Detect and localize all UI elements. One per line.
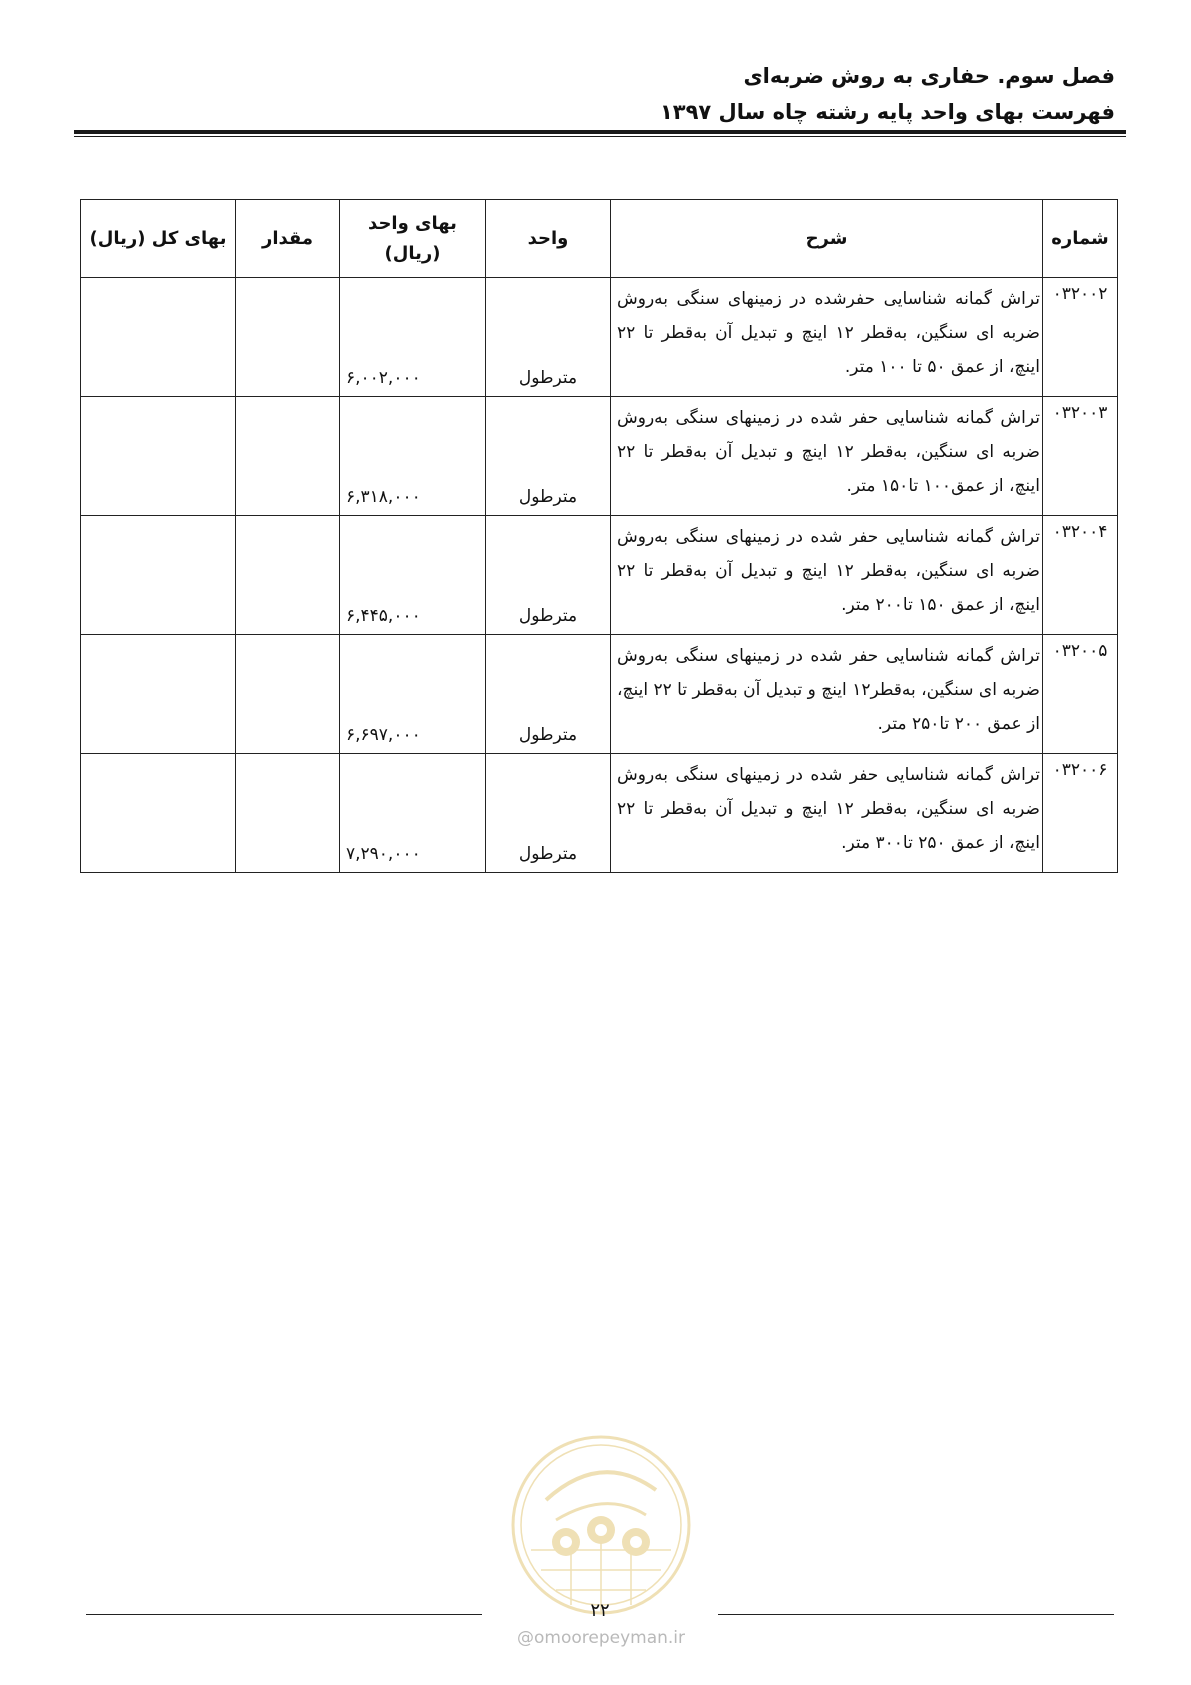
column-header-code: شماره [1043, 200, 1118, 278]
item-code: ۰۳۲۰۰۴ [1043, 516, 1118, 635]
item-code: ۰۳۲۰۰۳ [1043, 397, 1118, 516]
item-code: ۰۳۲۰۰۶ [1043, 754, 1118, 873]
page-number: ۲۲ [590, 1600, 610, 1621]
unit-price-header-line1: بهای واحد [368, 212, 457, 234]
column-header-unit: واحد [486, 200, 611, 278]
table-header-row [81, 200, 1118, 278]
footer-rule-left [86, 1614, 482, 1615]
item-quantity [236, 516, 340, 635]
table-row [81, 754, 1118, 873]
watermark-logo-icon [506, 1430, 696, 1620]
footer-rule-right [718, 1614, 1114, 1615]
item-total-price [81, 635, 236, 754]
item-quantity [236, 635, 340, 754]
item-total-price [81, 278, 236, 397]
table-row [81, 278, 1118, 397]
chapter-title: فصل سوم. حفاری به روش ضربه‌ای [743, 64, 1115, 88]
item-unit-price: ۶,۳۱۸,۰۰۰ [340, 397, 486, 516]
column-header-unit-price [340, 200, 486, 278]
item-description: تراش گمانه شناسایی حفر شده در زمینهای سنگی به‌روش ضربه ای سنگین، به‌قطر ۱۲ اینچ و تبدیل آن به‌قطر تا ۲۲ اینچ، از عمق۱۰۰ تا۱۵۰ متر. [611, 397, 1043, 516]
item-unit-price: ۶,۴۴۵,۰۰۰ [340, 516, 486, 635]
table-row [81, 516, 1118, 635]
item-total-price [81, 397, 236, 516]
page-header [75, 58, 1115, 130]
item-unit-price: ۶,۰۰۲,۰۰۰ [340, 278, 486, 397]
item-unit-price: ۶,۶۹۷,۰۰۰ [340, 635, 486, 754]
item-total-price [81, 516, 236, 635]
item-unit: مترطول [486, 754, 611, 873]
item-unit: مترطول [486, 278, 611, 397]
item-description: تراش گمانه شناسایی حفر شده در زمینهای سنگی به‌روش ضربه ای سنگین، به‌قطر ۱۲ اینچ و تبدیل آن به‌قطر تا ۲۲ اینچ، از عمق ۲۵۰ تا۳۰۰ متر. [611, 754, 1043, 873]
item-description: تراش گمانه شناسایی حفرشده در زمینهای سنگی به‌روش ضربه ای سنگین، به‌قطر ۱۲ اینچ و تبدیل آن به‌قطر تا ۲۲ اینچ، از عمق ۵۰ تا ۱۰۰ متر. [611, 278, 1043, 397]
item-quantity [236, 754, 340, 873]
item-quantity [236, 397, 340, 516]
item-code: ۰۳۲۰۰۵ [1043, 635, 1118, 754]
item-unit: مترطول [486, 635, 611, 754]
item-unit-price: ۷,۲۹۰,۰۰۰ [340, 754, 486, 873]
header-divider-thin [74, 136, 1126, 137]
column-header-description: شرح [611, 200, 1043, 278]
header-divider-thick [74, 130, 1126, 134]
table-row [81, 397, 1118, 516]
item-quantity [236, 278, 340, 397]
column-header-total-price: بهای کل (ریال) [81, 200, 236, 278]
column-header-quantity: مقدار [236, 200, 340, 278]
item-code: ۰۳۲۰۰۲ [1043, 278, 1118, 397]
item-description: تراش گمانه شناسایی حفر شده در زمینهای سنگی به‌روش ضربه ای سنگین، به‌قطر ۱۲ اینچ و تبدیل آن به‌قطر تا ۲۲ اینچ، از عمق ۱۵۰ تا۲۰۰ متر. [611, 516, 1043, 635]
table-row [81, 635, 1118, 754]
item-unit: مترطول [486, 397, 611, 516]
item-total-price [81, 754, 236, 873]
document-title: فهرست بهای واحد پایه رشته چاه سال ۱۳۹۷ [659, 100, 1115, 124]
unit-price-header-line2: (ریال) [384, 242, 441, 264]
item-unit: مترطول [486, 516, 611, 635]
watermark-url: @omoorepeyman.ir [516, 1628, 686, 1648]
item-description: تراش گمانه شناسایی حفر شده در زمینهای سنگی به‌روش ضربه ای سنگین، به‌قطر۱۲ اینچ و تبدیل آن به‌قطر تا ۲۲ اینچ، از عمق ۲۰۰ تا۲۵۰ متر. [611, 635, 1043, 754]
price-list-table [80, 199, 1118, 873]
